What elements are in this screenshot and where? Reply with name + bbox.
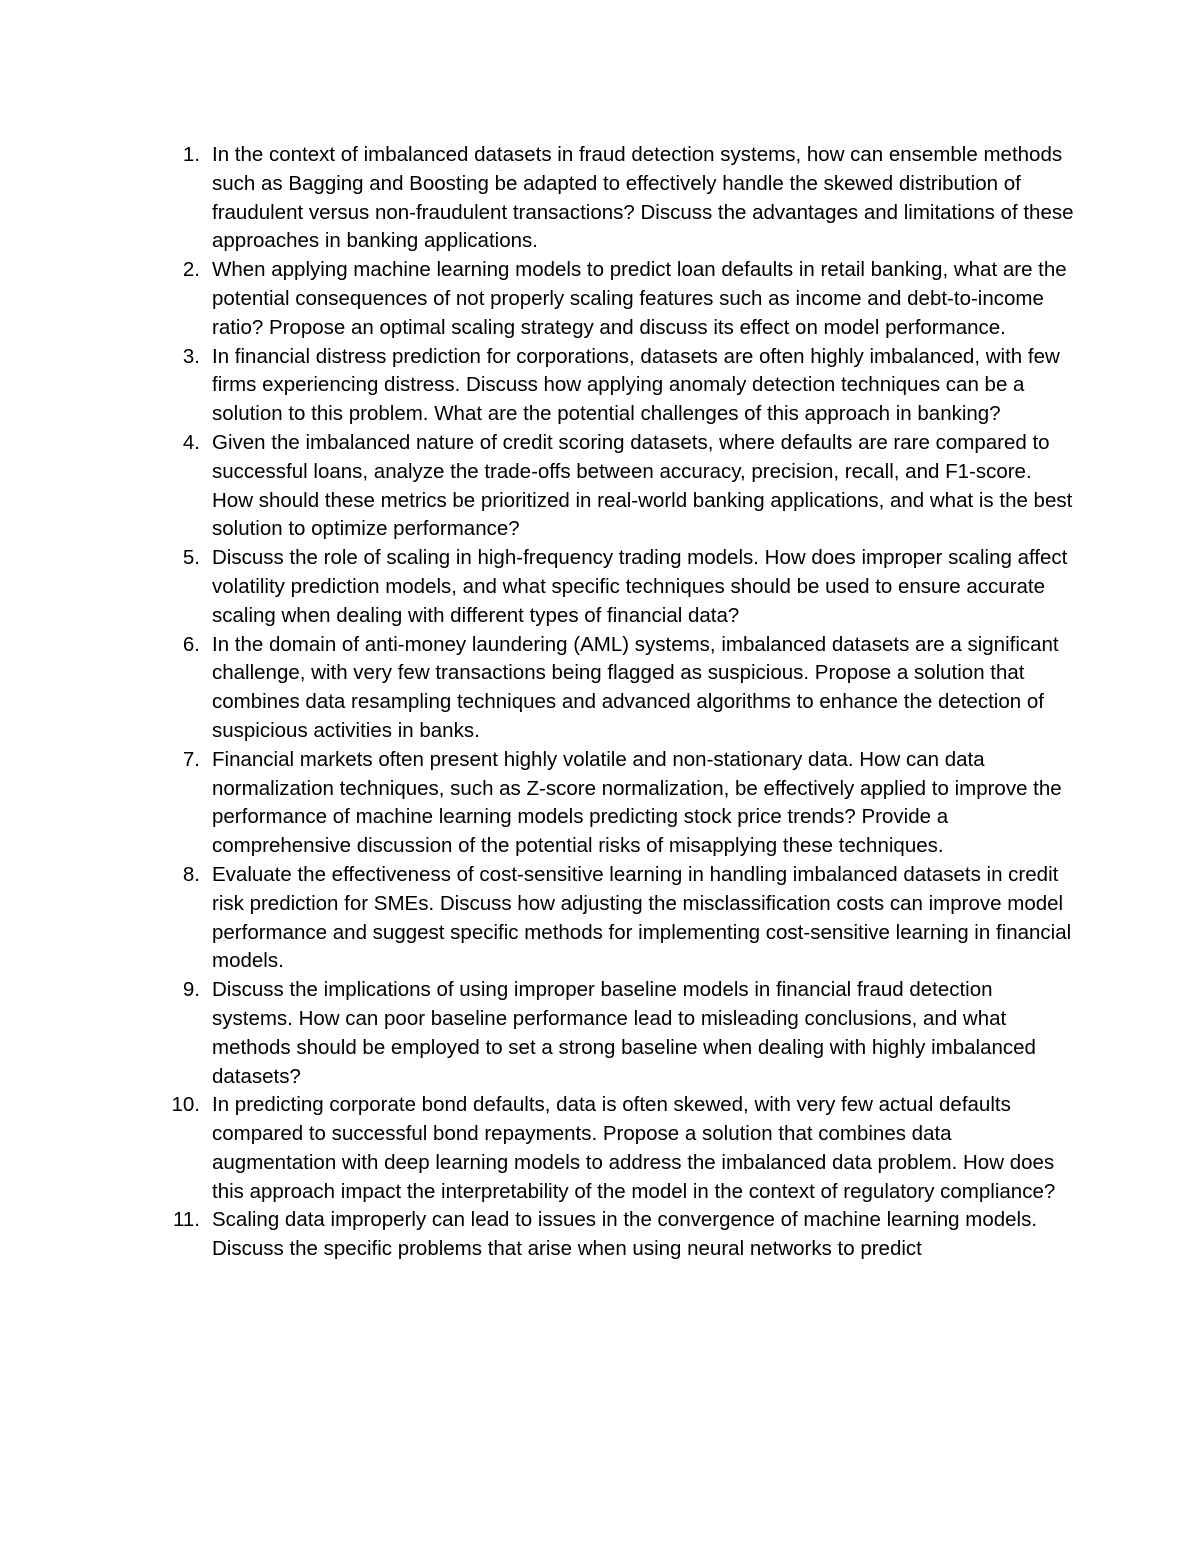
list-item-text: Discuss the implications of using improper baseline models in financial fraud detection systems. How can poor baseline performance lead to misleading conclusions, and what methods should be employed to set a strong baseline when dealing with highly imbalanced datasets? — [212, 978, 1036, 1088]
list-item-text: Discuss the role of scaling in high-frequency trading models. How does improper scaling affect volatility prediction models, and what specific techniques should be used to ensure accurate scaling when dealing with different types of financial data? — [212, 546, 1068, 627]
list-item-number: 6. — [182, 632, 200, 656]
list-item-number: 9. — [182, 978, 200, 1002]
list-item — [160, 746, 1075, 861]
list-item-text: Scaling data improperly can lead to issues in the convergence of machine learning models. Discuss the specific problems that arise when using neural networks to predict — [212, 1208, 1038, 1261]
list-item — [160, 343, 1075, 429]
list-item-text: Evaluate the effectiveness of cost-sensitive learning in handling imbalanced datasets in credit risk prediction for SMEs. Discuss how adjusting the misclassification costs can improve model performance and suggest specific methods for implementing cost-sensitive learning in financial models. — [212, 862, 1072, 973]
list-item — [160, 861, 1075, 976]
question-list — [160, 141, 1075, 1264]
list-item — [160, 256, 1075, 342]
list-item-number: 5. — [182, 546, 200, 570]
list-item-number: 10. — [171, 1093, 200, 1117]
list-item-text: In the domain of anti-money laundering (AML) systems, imbalanced datasets are a significant challenge, with very few transactions being flagged as suspicious. Propose a solution that combines data resampling techniques and advanced algorithms to enhance the detection of suspicious activities in banks. — [212, 632, 1059, 742]
list-item-number: 11. — [173, 1208, 200, 1232]
list-item-text: Financial markets often present highly volatile and non-stationary data. How can data normalization techniques, such as Z-score normalization, be effectively applied to improve the performance of machine learning models predicting stock price trends? Provide a comprehensive discussion of the potential risks of misapplying these techniques. — [212, 747, 1062, 858]
list-item-number: 4. — [182, 430, 200, 454]
list-item — [160, 1206, 1075, 1264]
list-item — [160, 1091, 1075, 1206]
list-item — [160, 429, 1075, 544]
list-item — [160, 141, 1075, 256]
list-item-number: 3. — [182, 344, 200, 368]
list-item-number: 1. — [182, 143, 200, 166]
list-item-text: In predicting corporate bond defaults, data is often skewed, with very few actual defaults compared to successful bond repayments. Propose a solution that combines data augmentation with deep learning models to address the imbalanced data problem. How does this approach impact the interpretability of the model in the context of regulatory compliance? — [212, 1093, 1056, 1203]
list-item-number: 7. — [182, 747, 200, 771]
list-item-text: When applying machine learning models to predict loan defaults in retail banking, what are the potential consequences of not properly scaling features such as income and debt-to-income ratio? Propose an optimal scaling strategy and discuss its effect on model performance. — [212, 258, 1067, 339]
list-item-text: Given the imbalanced nature of credit scoring datasets, where defaults are rare compared to successful loans, analyze the trade-offs between accuracy, precision, recall, and F1-score. How should these metrics be prioritized in real-world banking applications, and what is the best solution to optimize performance? — [212, 430, 1073, 541]
list-item-text: In the context of imbalanced datasets in fraud detection systems, how can ensemble methods such as Bagging and Boosting be adapted to effectively handle the skewed distribution of fraudulent versus non-fraudulent transactions? Discuss the advantages and limitations of these approaches in banking applications. — [212, 143, 1074, 253]
list-item-text: In financial distress prediction for corporations, datasets are often highly imbalanced, with few firms experiencing distress. Discuss how applying anomaly detection techniques can be a solution to this problem. What are the potential challenges of this approach in banking? — [212, 344, 1060, 426]
list-item — [160, 976, 1075, 1091]
list-item — [160, 631, 1075, 746]
list-item-number: 2. — [182, 258, 200, 282]
list-item-number: 8. — [182, 862, 200, 886]
list-item — [160, 544, 1075, 630]
